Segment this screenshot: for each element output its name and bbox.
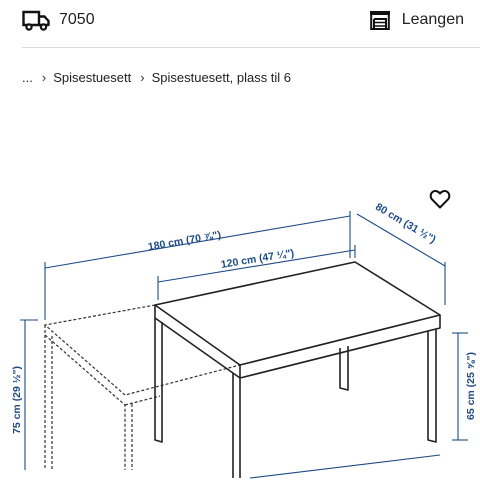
- header-divider: [22, 47, 480, 48]
- dimension-height: 75 cm (29 ½"): [11, 365, 23, 435]
- breadcrumb-item-dining-set-6[interactable]: Spisestuesett, plass til 6: [151, 70, 292, 85]
- chevron-right-icon: ›: [140, 70, 145, 85]
- dimension-length: 120 cm (47 ¼"): [220, 247, 295, 271]
- breadcrumb: [22, 70, 291, 85]
- store-icon: [368, 8, 392, 32]
- chevron-right-icon: ›: [41, 70, 47, 85]
- store-selector-button[interactable]: [368, 8, 464, 32]
- top-bar: [0, 0, 480, 40]
- delivery-postcode-button[interactable]: [22, 8, 95, 32]
- breadcrumb-item-dining-sets[interactable]: Spisestuesett: [53, 70, 132, 85]
- delivery-postcode: 7050: [59, 11, 95, 28]
- store-name: Leangen: [401, 11, 464, 28]
- dimension-clearance: 65 cm (25 ⅝"): [465, 351, 477, 421]
- breadcrumb-ellipsis[interactable]: ...: [22, 70, 33, 85]
- table-dimension-drawing: [0, 180, 480, 480]
- dimension-diagram: [0, 180, 480, 480]
- delivery-truck-icon: [22, 8, 50, 32]
- dimension-depth: 80 cm (31 ½"): [373, 200, 438, 246]
- table-outline: [155, 262, 440, 478]
- dimension-extended-length: 180 cm (70 ⅞"): [147, 228, 222, 254]
